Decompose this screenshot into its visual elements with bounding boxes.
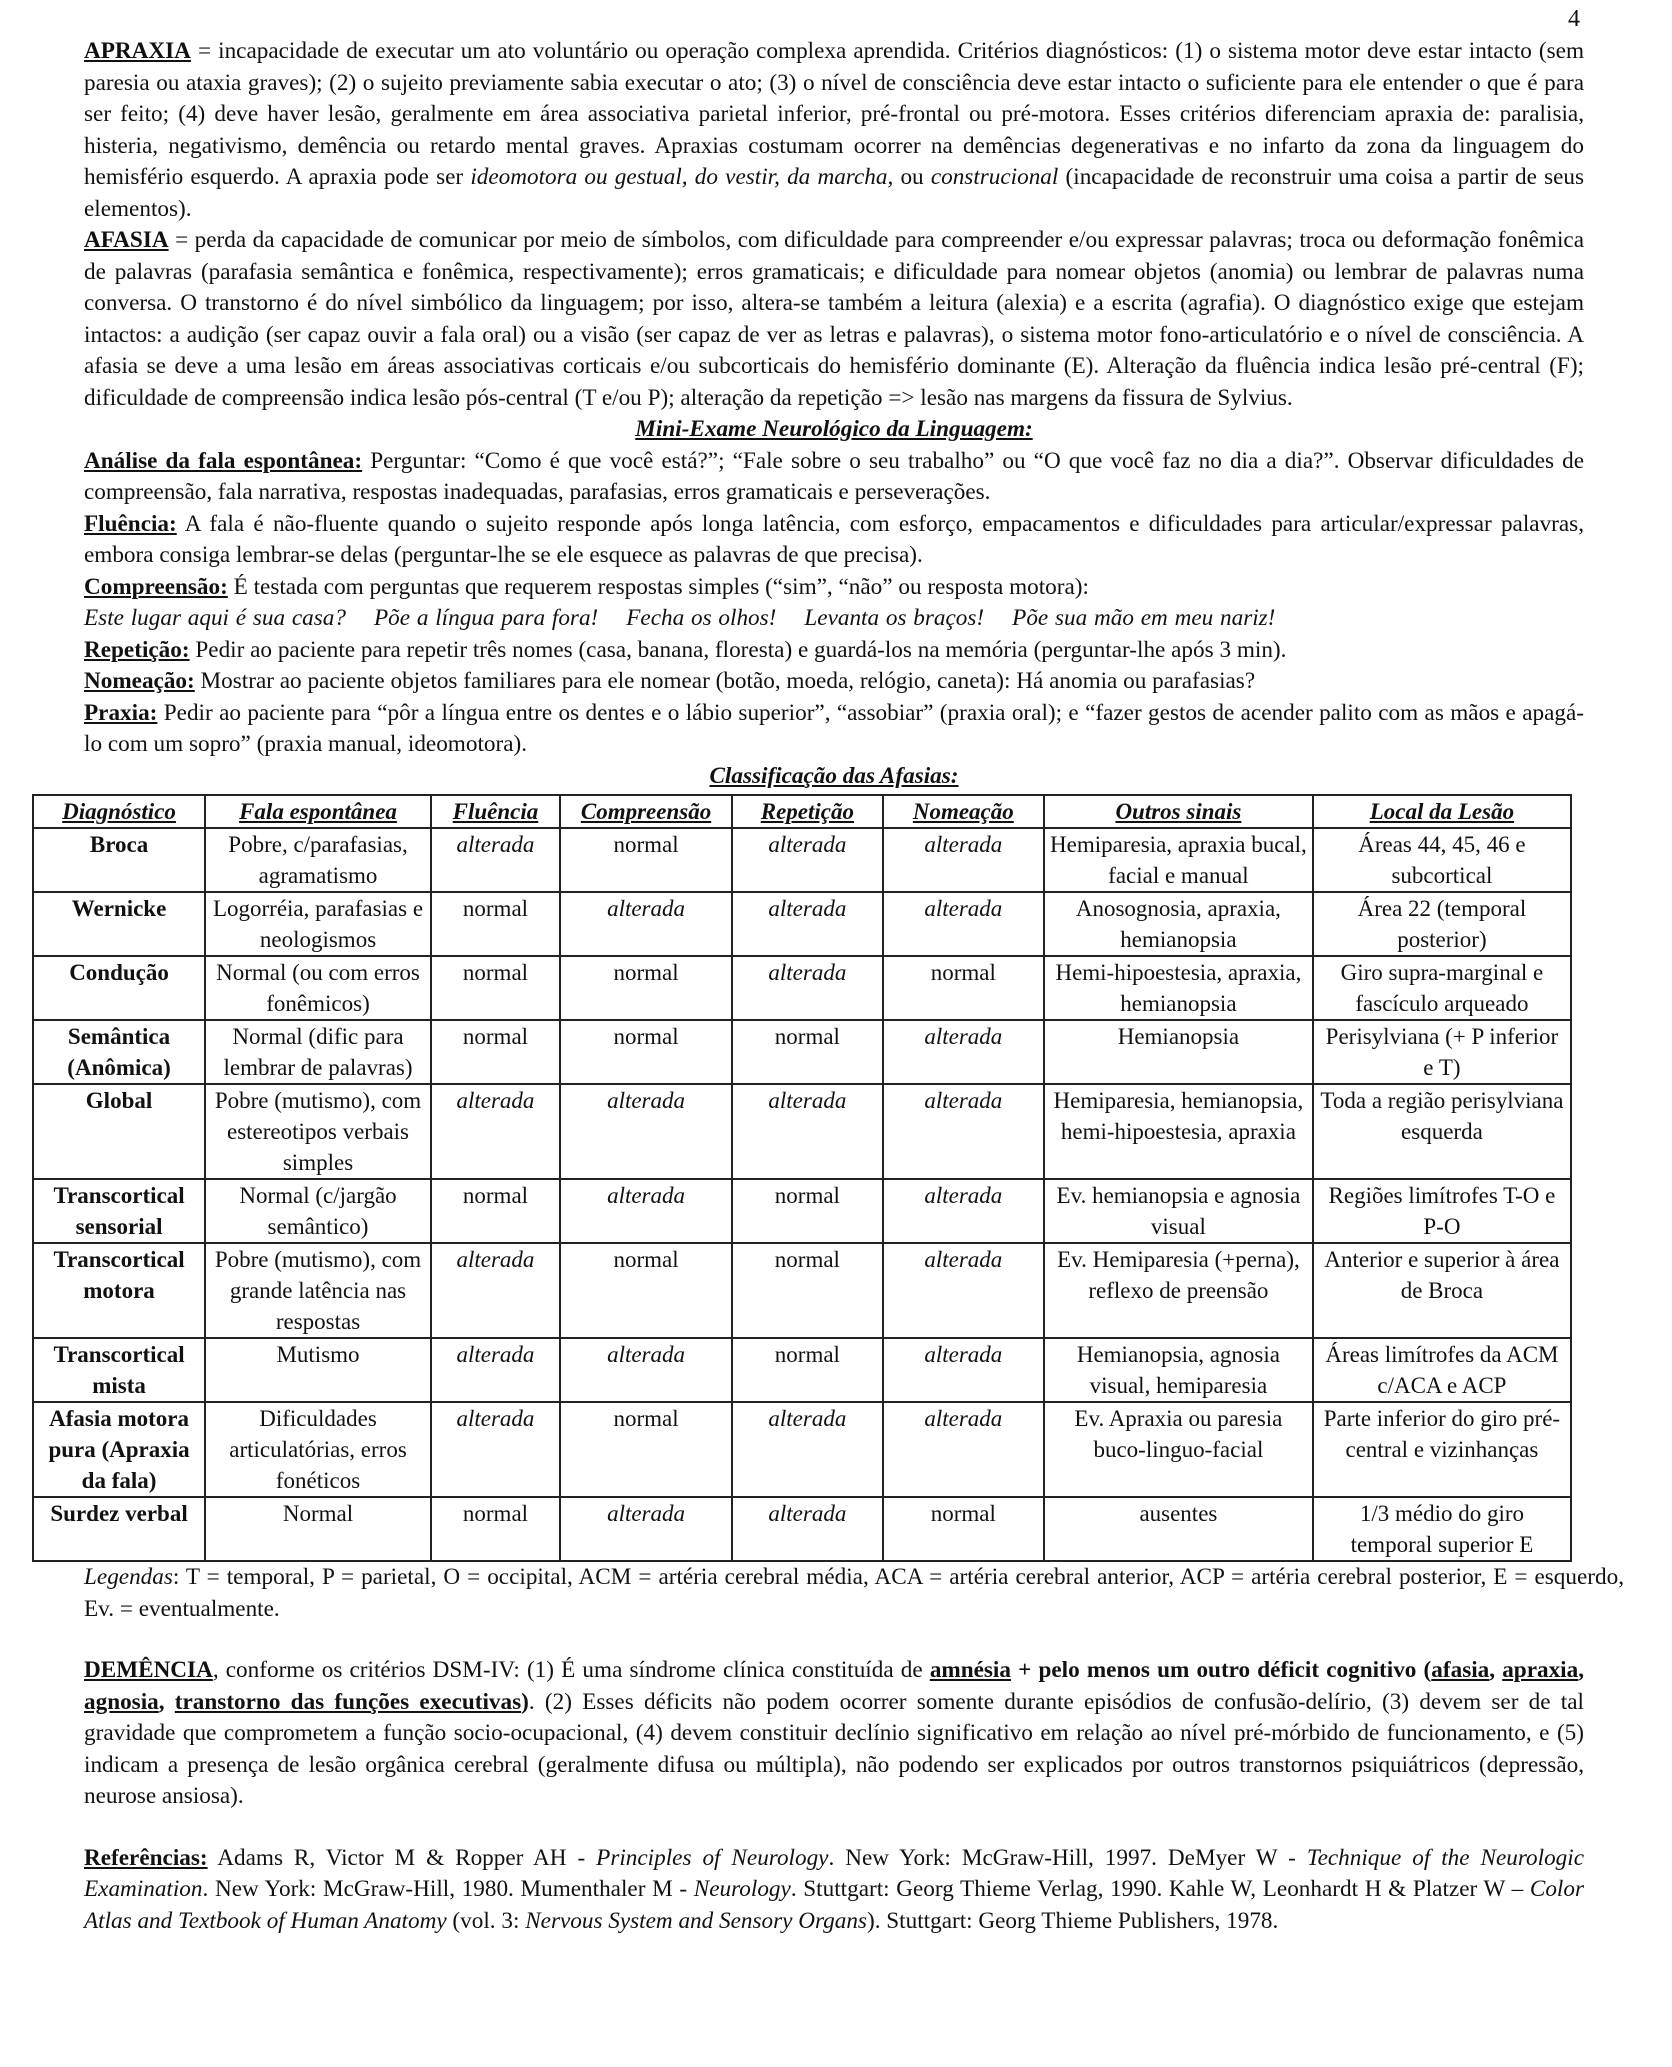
table-cell: Perisylviana (+ P inferior e T) (1313, 1020, 1571, 1084)
table-cell: alterada (732, 956, 883, 1020)
table-cell: alterada (883, 1243, 1044, 1338)
legend-paragraph (84, 1562, 1624, 1625)
table-cell: Giro supra-marginal e fascículo arqueado (1313, 956, 1571, 1020)
table-cell: normal (883, 1497, 1044, 1561)
table-cell: normal (732, 1020, 883, 1084)
table-cell: Ev. hemianopsia e agnosia visual (1044, 1179, 1313, 1243)
table-cell: Hemi-hipoestesia, apraxia, hemianopsia (1044, 956, 1313, 1020)
diagnosis-cell: Broca (33, 828, 205, 892)
table-cell: normal (431, 1497, 560, 1561)
table-cell: alterada (732, 1497, 883, 1561)
table-cell: Normal (ou com erros fonêmicos) (205, 956, 431, 1020)
table-row (33, 1179, 1571, 1243)
apraxia-text-1: = incapacidade de executar um ato voluntário ou operação complexa aprendida. Critérios diagnósticos: (1) o sistema motor deve estar intacto (sem paresia ou ataxia graves); (2) o sujeito previamente sabia executar o ato; (3) o nível de consciência deve estar intacto o suficiente para ele entender o que é para ser feito; (4) deve haver lesão, geralmente em área associativa parietal inferior, pré-frontal ou pré-motora. Esses critérios diferenciam apraxia de: paralisia, histeria, negativismo, demência ou retardo mental graves. Apraxias costumam ocorrer na demências degenerativas e no infarto da zona da linguagem do hemisfério esquerdo. A apraxia pode ser (84, 38, 1584, 190)
table-cell: alterada (560, 892, 732, 956)
table-cell: alterada (732, 1402, 883, 1497)
column-header: Repetição (732, 795, 883, 828)
demencia-text-4: . (2) Esses déficits não podem ocorrer somente durante episódios de confusão-delírio, (3) devem ser de tal gravidade que comprometem a função socio-ocupacional, (4) devem constituir declínio significativo em relação ao nível pré-mórbido de funcionamento, e (5) indicam a presença de lesão orgânica cerebral (geralmente difusa ou múltipla), não podendo ser explicados por outros transtornos psiquiátricos (depressão, neurose ansiosa). (84, 1688, 1584, 1809)
table-cell: normal (431, 1020, 560, 1084)
compreensao-examples (84, 603, 1584, 635)
table-cell: Pobre (mutismo), com grande latência nas respostas (205, 1243, 431, 1338)
example-question: Põe sua mão em meu nariz! (1012, 605, 1276, 631)
table-cell: Dificuldades articulatórias, erros fonéticos (205, 1402, 431, 1497)
diagnosis-cell: Condução (33, 956, 205, 1020)
table-cell: normal (560, 1020, 732, 1084)
table-cell: alterada (883, 1179, 1044, 1243)
aphasia-classification-table (32, 794, 1572, 1562)
document-body (48, 36, 1624, 1937)
reference-text: . Stuttgart: Georg Thieme Verlag, 1990. Kahle W, Leonhardt H & Platzer W – (790, 1876, 1530, 1902)
reference-text: (vol. 3: (446, 1907, 526, 1934)
diagnosis-cell: Semântica (Anômica) (33, 1020, 205, 1084)
compreensao-paragraph (84, 572, 1584, 604)
afasia-paragraph (84, 225, 1584, 414)
demencia-text-1: , conforme os critérios DSM-IV: (1) É uma síndrome clínica constituída de (212, 1657, 930, 1683)
table-cell: Pobre, c/parafasias, agramatismo (205, 828, 431, 892)
praxia-text: Pedir ao paciente para “pôr a língua entre os dentes e o lábio superior”, “assobiar” (praxia oral); e “fazer gestos de acender palito com as mãos e apagá-lo com um sopro” (praxia manual, ideomotora). (84, 699, 1584, 757)
table-row (33, 1020, 1571, 1084)
table-cell: normal (732, 1179, 883, 1243)
table-cell: 1/3 médio do giro temporal superior E (1313, 1497, 1571, 1561)
table-cell: alterada (883, 828, 1044, 892)
table-cell: Hemianopsia, agnosia visual, hemiparesia (1044, 1338, 1313, 1402)
table-cell: normal (560, 828, 732, 892)
table-cell: alterada (431, 1338, 560, 1402)
example-question: Este lugar aqui é sua casa? (84, 605, 346, 631)
column-header: Fluência (431, 795, 560, 828)
table-cell: normal (732, 1243, 883, 1338)
column-header: Local da Lesão (1313, 795, 1571, 828)
table-cell: Anterior e superior à área de Broca (1313, 1243, 1571, 1338)
apraxia-construcional: construcional (930, 164, 1059, 190)
apraxia-paragraph (84, 36, 1584, 225)
reference-title: Color Atlas and Textbook of Human Anatomy (84, 1876, 1584, 1934)
table-cell: Hemiparesia, apraxia bucal, facial e manual (1044, 828, 1313, 892)
afasia-text: = perda da capacidade de comunicar por meio de símbolos, com dificuldade para compreender e/ou expressar palavras; troca ou deformação fonêmica de palavras (parafasia semântica e fonêmica, respectivamente); erros gramaticais; e dificuldade para nomear objetos (anomia) ou lembrar de palavras numa conversa. O transtorno é do nível simbólico da linguagem; por isso, altera-se também a leitura (alexia) e a escrita (agrafia). O diagnóstico exige que estejam intactos: a audição (ser capaz ouvir a fala oral) ou a visão (ser capaz de ver as letras e palavras), o sistema motor fono-articulatório e o nível de consciência. A afasia se deve a uma lesão em áreas associativas corticais e/ou subcorticais do hemisfério dominante (E). Alteração da fluência indica lesão pré-central (F); dificuldade de compreensão indica lesão pós-central (T e/ou P); alteração da repetição => lesão nas margens da fissura de Sylvius. (84, 227, 1584, 411)
table-row (33, 1338, 1571, 1402)
referencias-label: Referências: (84, 1844, 208, 1871)
table-row (33, 892, 1571, 956)
column-header: Nomeação (883, 795, 1044, 828)
table-cell: normal (560, 1243, 732, 1338)
table-cell: alterada (732, 892, 883, 956)
table-cell: Logorréia, parafasias e neologismos (205, 892, 431, 956)
analise-paragraph (84, 446, 1584, 509)
table-row (33, 1497, 1571, 1561)
table-cell: alterada (431, 1243, 560, 1338)
table-cell: Toda a região perisylviana esquerda (1313, 1084, 1571, 1179)
table-cell: Área 22 (temporal posterior) (1313, 892, 1571, 956)
table-cell: Normal (205, 1497, 431, 1561)
table-cell: normal (560, 956, 732, 1020)
table-cell: Normal (dific para lembrar de palavras) (205, 1020, 431, 1084)
example-question: Põe a língua para fora! (373, 605, 599, 631)
nomeacao-label: Nomeação: (84, 668, 195, 694)
table-cell: alterada (560, 1084, 732, 1179)
example-question: Levanta os braços! (804, 605, 985, 631)
table-row (33, 1243, 1571, 1338)
table-cell: alterada (431, 1402, 560, 1497)
diagnosis-cell: Transcortical sensorial (33, 1179, 205, 1243)
table-cell: normal (732, 1338, 883, 1402)
apraxia-text-2: ou (893, 164, 931, 190)
table-cell: normal (560, 1402, 732, 1497)
demencia-text-2: + pelo menos um outro déficit cognitivo ( (1010, 1657, 1432, 1683)
fluencia-label: Fluência: (84, 510, 177, 537)
demencia-term: DEMÊNCIA (84, 1657, 213, 1683)
spacer (84, 1625, 1584, 1655)
repeticao-text: Pedir ao paciente para repetir três nomes (casa, banana, floresta) e guardá-los na memória (perguntar-lhe após 3 min). (189, 636, 1287, 663)
reference-title: Nervous System and Sensory Organs (525, 1907, 867, 1934)
example-question: Fecha os olhos! (626, 605, 777, 631)
nomeacao-text: Mostrar ao paciente objetos familiares para ele nomear (botão, moeda, relógio, caneta): Há anomia ou parafasias? (194, 668, 1256, 694)
spacer (84, 1813, 1584, 1843)
diagnosis-cell: Transcortical motora (33, 1243, 205, 1338)
praxia-paragraph (84, 698, 1584, 761)
table-cell: normal (431, 892, 560, 956)
table-cell: normal (431, 1179, 560, 1243)
referencias-paragraph (84, 1843, 1584, 1938)
table-cell: alterada (560, 1338, 732, 1402)
separator: , (158, 1688, 175, 1715)
praxia-label: Praxia: (84, 699, 158, 726)
mini-exame-heading: Mini-Exame Neurológico da Linguagem: (635, 416, 1033, 442)
table-cell: Normal (c/jargão semântico) (205, 1179, 431, 1243)
legend-label: Legendas (84, 1564, 173, 1590)
reference-text: Adams R, Victor M & Ropper AH - (207, 1844, 597, 1871)
table-title: Classificação das Afasias: (709, 762, 959, 789)
apraxia-link: apraxia (1502, 1657, 1579, 1683)
diagnosis-cell: Transcortical mista (33, 1338, 205, 1402)
reference-text: ). Stuttgart: Georg Thieme Publishers, 1978. (866, 1907, 1279, 1934)
diagnosis-cell: Afasia motora pura (Apraxia da fala) (33, 1402, 205, 1497)
table-cell: Hemiparesia, hemianopsia, hemi-hipoestesia, apraxia (1044, 1084, 1313, 1179)
apraxia-types: ideomotora ou gestual, do vestir, da marcha, (470, 164, 894, 190)
compreensao-text: É testada com perguntas que requerem respostas simples (“sim”, “não” ou resposta motora): (227, 573, 1089, 600)
diagnosis-cell: Wernicke (33, 892, 205, 956)
reference-text: . New York: McGraw-Hill, 1980. Mumenthaler M - (202, 1876, 694, 1902)
column-header: Outros sinais (1044, 795, 1313, 828)
afasia-term: AFASIA (84, 227, 169, 253)
apraxia-text-3: (incapacidade de reconstruir uma coisa a partir de seus elementos). (84, 164, 1585, 222)
table-cell: Ev. Hemiparesia (+perna), reflexo de preensão (1044, 1243, 1313, 1338)
table-cell: Parte inferior do giro pré-central e vizinhanças (1313, 1402, 1571, 1497)
fluencia-text: A fala é não-fluente quando o sujeito responde após longa latência, com esforço, empacamentos e dificuldades para articular/expressar palavras, embora consiga lembrar-se delas (perguntar-lhe se ele esquece as palavras de que precisa). (84, 510, 1584, 568)
table-cell: alterada (431, 828, 560, 892)
column-header: Compreensão (560, 795, 732, 828)
table-cell: normal (883, 956, 1044, 1020)
demencia-text-3: ) (521, 1688, 529, 1715)
table-cell: alterada (883, 1402, 1044, 1497)
table-cell: alterada (560, 1497, 732, 1561)
diagnosis-cell: Global (33, 1084, 205, 1179)
table-cell: alterada (732, 828, 883, 892)
reference-title: Principles of Neurology (596, 1844, 829, 1871)
table-cell: alterada (883, 892, 1044, 956)
table-row (33, 1084, 1571, 1179)
compreensao-label: Compreensão: (84, 573, 228, 600)
page-number: 4 (1568, 6, 1580, 32)
table-cell: alterada (732, 1084, 883, 1179)
afasia-link: afasia (1431, 1657, 1490, 1683)
repeticao-paragraph (84, 635, 1584, 667)
diagnosis-cell: Surdez verbal (33, 1497, 205, 1561)
reference-text: . New York: McGraw-Hill, 1997. DeMyer W - (828, 1844, 1307, 1871)
table-cell: alterada (883, 1338, 1044, 1402)
repeticao-label: Repetição: (84, 636, 190, 663)
analise-label: Análise da fala espontânea: (84, 447, 363, 474)
table-row (33, 956, 1571, 1020)
table-cell: Anosognosia, apraxia, hemianopsia (1044, 892, 1313, 956)
table-cell: Pobre (mutismo), com estereotipos verbais simples (205, 1084, 431, 1179)
separator: , (1578, 1657, 1585, 1683)
column-header: Fala espontânea (205, 795, 431, 828)
table-cell: alterada (883, 1020, 1044, 1084)
table-cell: Regiões limítrofes T-O e P-O (1313, 1179, 1571, 1243)
table-cell: alterada (431, 1084, 560, 1179)
fluencia-paragraph (84, 509, 1584, 572)
executive-functions-term: transtorno das funções executivas (174, 1688, 522, 1715)
table-cell: Áreas limítrofes da ACM c/ACA e ACP (1313, 1338, 1571, 1402)
reference-title: Technique of the Neurologic Examination (84, 1844, 1584, 1902)
nomeacao-paragraph (84, 666, 1584, 698)
table-cell: alterada (560, 1179, 732, 1243)
column-header: Diagnóstico (33, 795, 205, 828)
amnesia-term: amnésia (929, 1657, 1011, 1683)
table-cell: ausentes (1044, 1497, 1313, 1561)
apraxia-term: APRAXIA (84, 38, 191, 64)
table-cell: normal (431, 956, 560, 1020)
legend-text: : T = temporal, P = parietal, O = occipital, ACM = artéria cerebral média, ACA = artéria cerebral anterior, ACP = artéria cerebral posterior, E = esquerdo, Ev. = eventualmente. (84, 1564, 1624, 1622)
agnosia-link: agnosia (84, 1688, 159, 1715)
table-cell: Hemianopsia (1044, 1020, 1313, 1084)
table-header-row (33, 795, 1571, 828)
table-row (33, 828, 1571, 892)
separator: , (1489, 1657, 1503, 1683)
table-cell: Áreas 44, 45, 46 e subcortical (1313, 828, 1571, 892)
table-cell: alterada (883, 1084, 1044, 1179)
demencia-paragraph (84, 1655, 1584, 1813)
table-cell: Mutismo (205, 1338, 431, 1402)
table-row (33, 1402, 1571, 1497)
reference-title: Neurology (693, 1876, 791, 1902)
table-cell: Ev. Apraxia ou paresia buco-linguo-facial (1044, 1402, 1313, 1497)
analise-text: Perguntar: “Como é que você está?”; “Fale sobre o seu trabalho” ou “O que você faz no dia a dia?”. Observar dificuldades de compreensão, fala narrativa, respostas inadequadas, parafasias, erros gramaticais e perseverações. (84, 447, 1584, 505)
